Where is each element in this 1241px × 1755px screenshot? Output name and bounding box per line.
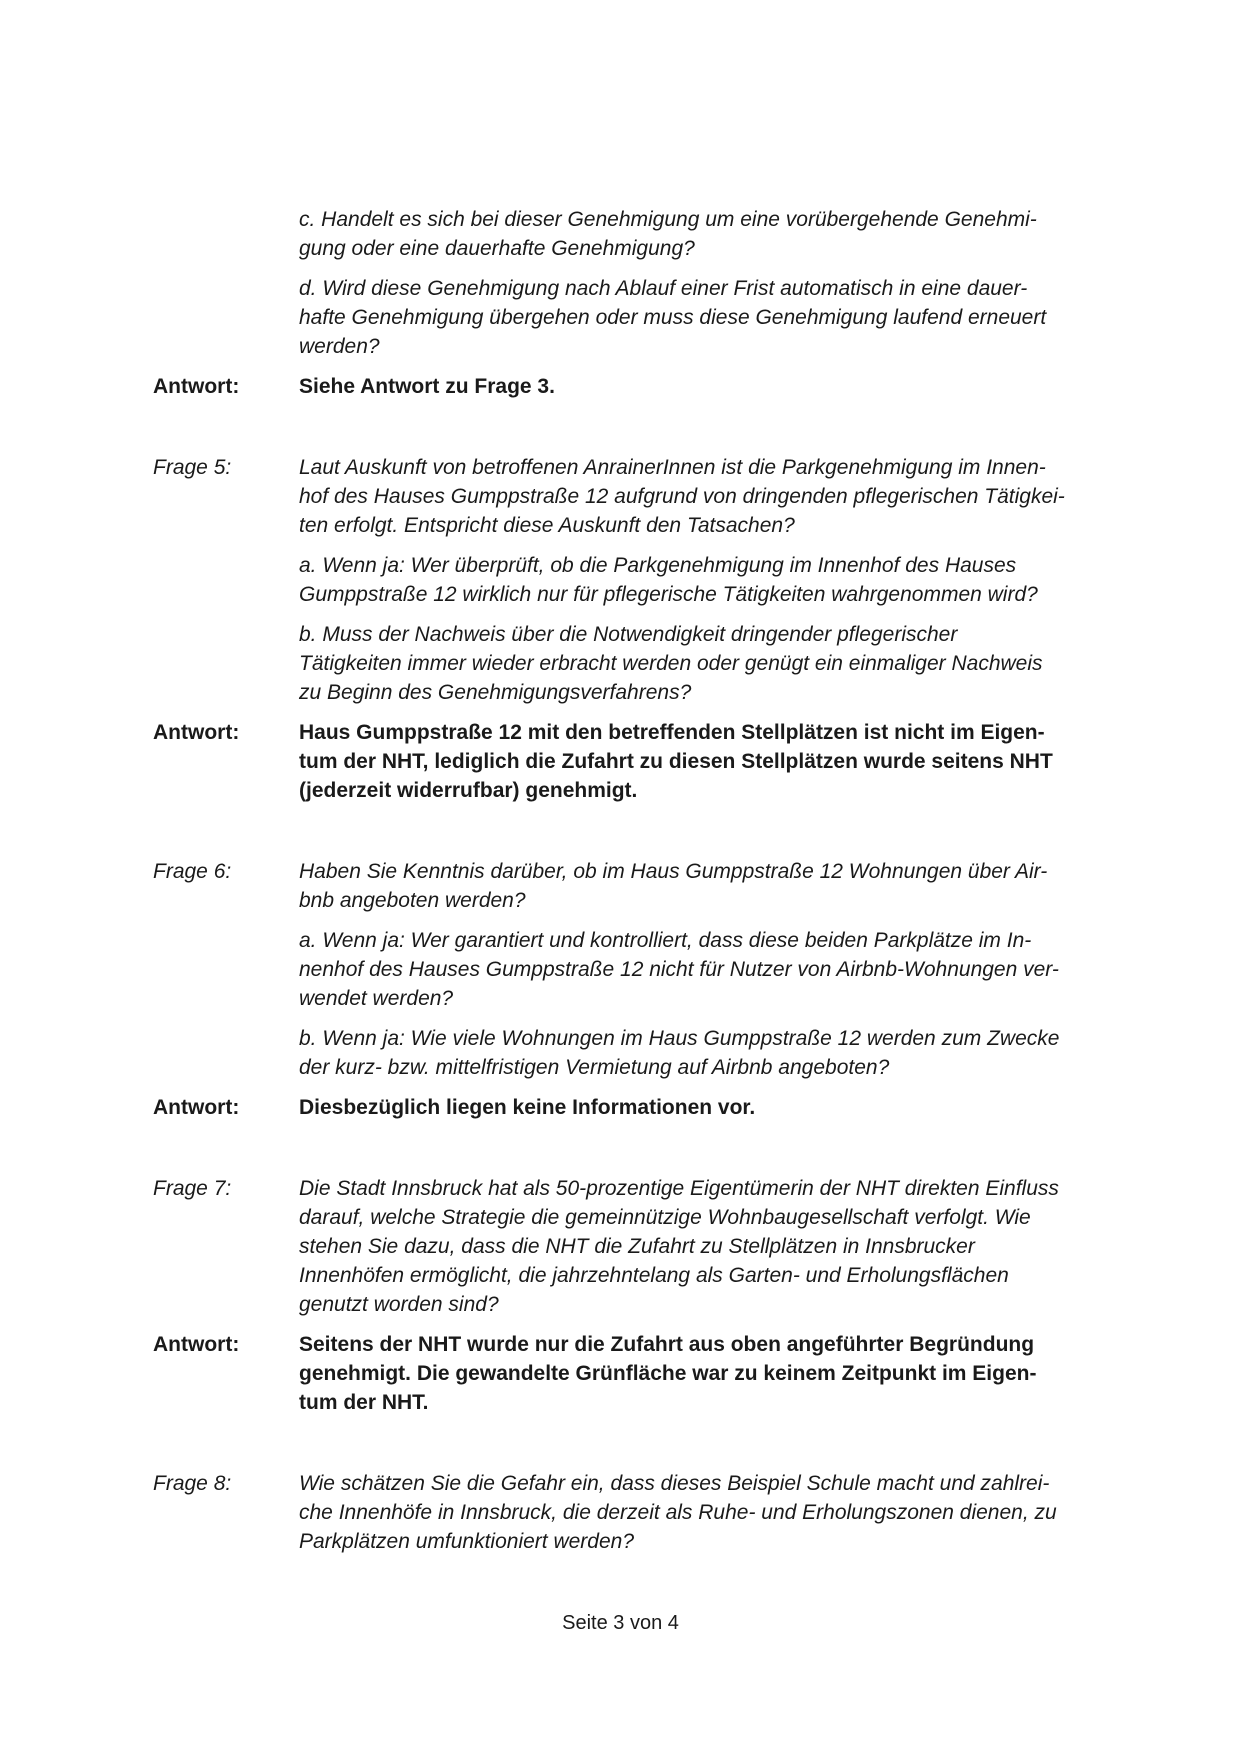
question-text: Die Stadt Innsbruck hat als 50-prozentige Eigentümerin der NHT direkten Einfluss darauf, welche Strategie die gemeinnützige Wohnbaugesellschaft verfolgt. Wie stehen Sie dazu, dass die NHT die Zufahrt zu Stellplätzen in Innsbrucker Innenhöfen ermöglicht, die jahrzehntelang als Garten- und Erholungsflächen genutzt worden sind? bbox=[299, 1177, 1059, 1316]
subquestion-b: b. Muss der Nachweis über die Notwendigkeit dringender pflegerischer Tätigkeiten immer wieder erbracht werden oder genügt ein einmaliger Nachweis zu Beginn des Genehmigungsverfahrens? bbox=[299, 623, 1043, 704]
answer-block-7 bbox=[153, 1330, 1143, 1417]
answer-label: Antwort: bbox=[153, 1333, 240, 1356]
page-number: Seite 3 von 4 bbox=[562, 1612, 679, 1634]
answer-label: Antwort: bbox=[153, 1096, 240, 1119]
subquestion-d: d. Wird diese Genehmigung nach Ablauf einer Frist automatisch in eine dauer- hafte Genehmigung übergehen oder muss diese Genehmigung laufend erneuert werden? bbox=[299, 277, 1047, 358]
question-block-8 bbox=[153, 1469, 1143, 1556]
question-text: Wie schätzen Sie die Gefahr ein, dass dieses Beispiel Schule macht und zahlrei- che Innenhöfe in Innsbruck, die derzeit als Ruhe- und Erholungszonen dienen, zu Parkplätzen umfunktioniert werden? bbox=[299, 1472, 1057, 1553]
answer-label: Antwort: bbox=[153, 721, 240, 744]
subquestion-a: a. Wenn ja: Wer überprüft, ob die Parkgenehmigung im Innenhof des Hauses Gumppstraße 12 wirklich nur für pflegerische Tätigkeiten wahrgenommen wird? bbox=[299, 554, 1038, 606]
question-text: Laut Auskunft von betroffenen AnrainerInnen ist die Parkgenehmigung im Innen- hof des Hauses Gumppstraße 12 aufgrund von dringenden pflegerischen Tätigkei- ten erfolgt. Entspricht diese Auskunft den Tatsachen? bbox=[299, 456, 1065, 537]
answer-text: Siehe Antwort zu Frage 3. bbox=[299, 375, 555, 398]
subquestion-a: a. Wenn ja: Wer garantiert und kontrolliert, dass diese beiden Parkplätze im In- nenhof des Hauses Gumppstraße 12 nicht für Nutzer von Airbnb-Wohnungen ver- wendet werden? bbox=[299, 929, 1059, 1010]
question-label: Frage 5: bbox=[153, 456, 232, 479]
answer-block-6 bbox=[153, 1093, 1143, 1122]
answer-block-5 bbox=[153, 718, 1143, 805]
answer-text: Seitens der NHT wurde nur die Zufahrt aus oben angeführter Begründung genehmigt. Die gewandelte Grünfläche war zu keinem Zeitpunkt im Eigen- tum der NHT. bbox=[299, 1333, 1037, 1414]
answer-block-4 bbox=[153, 372, 1143, 401]
question-label: Frage 7: bbox=[153, 1177, 232, 1200]
document-content bbox=[153, 205, 1143, 1556]
subquestion-b: b. Wenn ja: Wie viele Wohnungen im Haus Gumppstraße 12 werden zum Zwecke der kurz- bzw. mittelfristigen Vermietung auf Airbnb angeboten? bbox=[299, 1027, 1060, 1079]
answer-text: Diesbezüglich liegen keine Informationen vor. bbox=[299, 1096, 756, 1119]
subquestion-c: c. Handelt es sich bei dieser Genehmigung um eine vorübergehende Genehmi- gung oder eine dauerhafte Genehmigung? bbox=[299, 208, 1037, 260]
answer-text: Haus Gumppstraße 12 mit den betreffenden Stellplätzen ist nicht im Eigen- tum der NHT, lediglich die Zufahrt zu diesen Stellplätzen wurde seitens NHT (jederzeit widerrufbar) genehmigt. bbox=[299, 721, 1053, 802]
question-block-7 bbox=[153, 1174, 1143, 1319]
question-label: Frage 8: bbox=[153, 1472, 232, 1495]
question-block-6 bbox=[153, 857, 1143, 1082]
previous-question-continuation bbox=[153, 205, 1143, 361]
question-text: Haben Sie Kenntnis darüber, ob im Haus Gumppstraße 12 Wohnungen über Air- bnb angeboten werden? bbox=[299, 860, 1048, 912]
question-block-5 bbox=[153, 453, 1143, 707]
question-label: Frage 6: bbox=[153, 860, 232, 883]
answer-label: Antwort: bbox=[153, 375, 240, 398]
